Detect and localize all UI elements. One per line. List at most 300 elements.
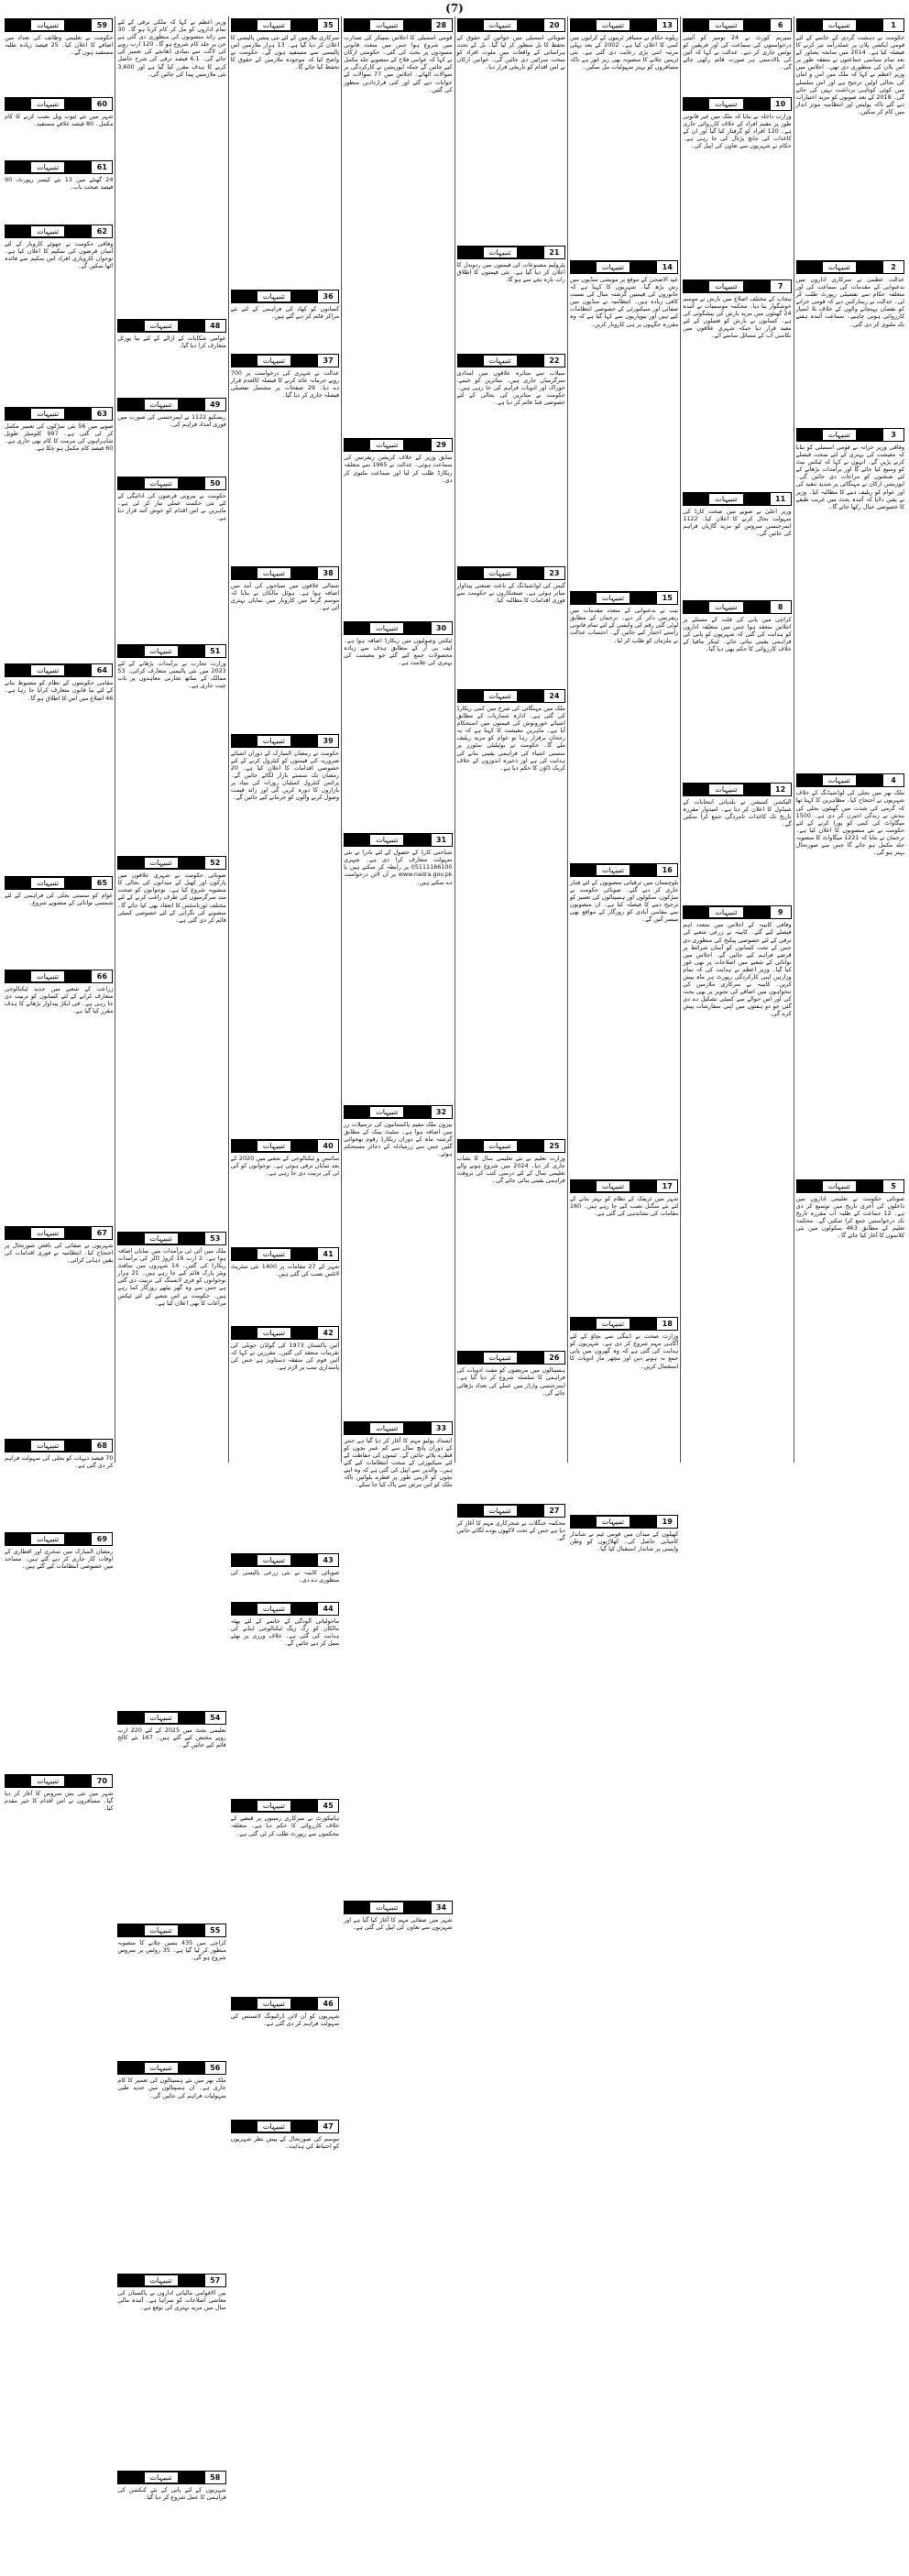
notice-item <box>344 16 452 434</box>
notice-text: وفاقی وزیر خزانہ نے قومی اسمبلی کو بتایا کہ معیشت کی بہتری کے لئے سخت فیصلے کرنے پڑیں گے۔ انہوں نے کہا کہ ٹیکس نیٹ کو وسیع کیا جائے گا اور برآمدات بڑھانے کے لئے صنعتوں کو مراعات دی جائیں گی۔ اپوزیشن ارکان نے مہنگائی پر شدید تنقید کی اور عوام کو ریلیف دینے کا مطالبہ کیا۔ وزیر نے یقین دلایا کہ آئندہ بجٹ میں غریب طبقے کا خصوصی خیال رکھا جائے گا۔ <box>795 444 904 510</box>
notice-header-bar <box>457 18 543 32</box>
notice-header <box>570 1515 678 1529</box>
notice-header <box>5 876 113 890</box>
notice-item <box>570 1513 678 1634</box>
notice-header-bar <box>344 438 430 452</box>
notice-header-bar <box>344 1421 430 1435</box>
notice-header-bar <box>457 689 543 703</box>
notice-text: ماحولیاتی آلودگی کے خاتمے کے لئے بھٹہ مالکان کو زگ زیگ ٹیکنالوجی اپنانے کی ہدایت کی گئی ہے۔ خلاف ورزی پر بھٹے سیل کر دیے جائیں گے۔ <box>230 1617 340 1648</box>
notice-text: پٹرولیم مصنوعات کی قیمتوں میں ردوبدل کا اعلان کر دیا گیا ہے۔ نئی قیمتوں کا اطلاق رات بارہ بجے سے ہو گا۔ <box>456 260 565 283</box>
notice-header-label: تنبیہات <box>484 247 517 258</box>
notice-header-label: تنبیہات <box>145 1713 178 1723</box>
notice-number: 21 <box>543 246 565 259</box>
notice-item <box>570 1315 678 1510</box>
notice-item <box>457 565 565 685</box>
notice-header-bar <box>117 856 203 870</box>
notice-number: 38 <box>317 566 339 580</box>
notice-header-label: تنبیہات <box>31 20 64 30</box>
notice-header-label: تنبیہات <box>257 291 290 301</box>
notice-header <box>344 1901 452 1914</box>
notice-header-label: تنبیہات <box>484 1141 517 1151</box>
notice-text: بین الاقوامی مالیاتی اداروں نے پاکستان کی معاشی اصلاحات کو سراہا ہے۔ آئندہ مالی سال میں مزید بہتری کی توقع ہے۔ <box>117 2288 226 2312</box>
notice-header <box>117 1924 225 1937</box>
notice-header-bar <box>570 18 656 32</box>
notice-header-bar <box>796 1179 882 1193</box>
notice-header <box>796 1179 904 1193</box>
notice-item <box>344 1103 452 1418</box>
notice-text: صوبے میں 56 نئی سڑکوں کی تعمیر مکمل کر لی گئی ہے۔ 997 کلومیٹر طویل شاہراہوں کی مرمت کا کام بھی جاری ہے۔ 60 فیصد کام مکمل ہو چکا ہے۔ <box>5 422 114 453</box>
notice-header <box>344 1105 452 1119</box>
notice-text: شہریوں کے لئے پانی کے نئے کنکشن کی فراہمی کا عمل شروع کر دیا گیا۔ <box>117 2486 226 2502</box>
notice-header-label: تنبیہات <box>257 20 290 30</box>
notice-number: 36 <box>317 290 339 303</box>
notice-item <box>683 278 791 488</box>
notice-number: 56 <box>204 2061 226 2075</box>
column-7 <box>115 16 227 2502</box>
notice-text: انسداد پولیو مہم کا آغاز کر دیا گیا ہے جس کے دوران پانچ سال سے کم عمر بچوں کو قطرے پلائے جائیں گے۔ ٹیموں کی حفاظت کے لئے سیکیورٹی کے سخت انتظامات کیے گئے ہیں۔ والدین سے اپیل کی گئی ہے کہ وہ اپنے بچوں کو لازمی طور پر قطرے پلوائیں تاکہ ملک کو اس مرض سے پاک کیا جا سکے۔ <box>344 1436 453 1489</box>
notice-text: کھیلوں کے میدان میں قومی ٹیم نے شاندار کامیابی حاصل کی۔ کھلاڑیوں کو وطن واپسی پر شاندار استقبال کیا گیا۔ <box>569 1529 679 1552</box>
notice-header <box>117 856 225 870</box>
notice-item <box>117 475 225 641</box>
notice-text: سابق وزیر کے خلاف کرپشن ریفرنس کی سماعت ہوئی۔ عدالت نے 1965 سے متعلقہ ریکارڈ طلب کر لیا اور سماعت ملتوی کر دی۔ <box>344 454 453 484</box>
notice-item <box>117 1230 225 1707</box>
notice-header <box>5 97 113 111</box>
notice-header-label: تنبیہات <box>709 907 742 917</box>
notice-number: 43 <box>317 1553 339 1567</box>
notice-header-label: تنبیہات <box>257 1141 290 1151</box>
notice-text: کراچی میں پانی کی قلت کے مسئلے پر اجلاس منعقد ہوا جس میں متعلقہ اداروں کو ہدایت کی گئی کہ شہریوں کو پانی کی فراہمی یقینی بنائی جائے۔ ٹینکر مافیا کے خلاف کارروائی کا حکم بھی دیا گیا۔ <box>683 615 792 653</box>
notice-header <box>796 18 904 32</box>
notice-text: 24 گھنٹے میں 13 نئے کیسز رپورٹ، 90 فیصد صحت یاب۔ <box>5 176 114 192</box>
notice-number: 42 <box>317 1326 339 1340</box>
notice-header-label: تنبیہات <box>145 2472 178 2483</box>
notice-item <box>683 16 791 93</box>
notice-header-label: تنبیہات <box>145 1925 178 1935</box>
notice-item <box>231 565 339 730</box>
notice-header-label: تنبیہات <box>823 775 856 785</box>
notice-header-label: تنبیہات <box>823 262 856 272</box>
notice-item <box>457 1502 565 1608</box>
notice-header-label: تنبیہات <box>597 20 630 30</box>
notice-header-bar <box>231 566 317 580</box>
notice-text: صوبائی حکومت نے تعلیمی اداروں میں داخلوں کی آخری تاریخ میں توسیع کر دی ہے۔ 12 جماعت کے طلبہ اب مقررہ تاریخ تک درخواستیں جمع کرا سکیں گے۔ محکمہ تعلیم کے مطابق 463 سکولوں میں نئی کلاسوں کا آغاز کیا جائے گا۔ <box>795 1194 904 1240</box>
notice-header-label: تنبیہات <box>31 1534 64 1544</box>
notice-text: وزارت داخلہ نے بتایا کہ ملک میں غیر قانونی طور پر مقیم افراد کے خلاف کارروائی جاری ہے۔ 120 افراد کو گرفتار کیا گیا اور ان کے کاغذات کی جانچ پڑتال کی جا رہی ہے۔ حکام نے شہریوں سے تعاون کی اپیل کی۔ <box>683 112 792 150</box>
notice-header-label: تنبیہات <box>823 20 856 30</box>
notice-item <box>231 1797 339 1992</box>
notice-number: 30 <box>431 621 453 635</box>
notice-item <box>5 874 113 966</box>
notice-header-label: تنبیہات <box>145 478 178 488</box>
notice-text: وزیر اعلیٰ نے صوبے میں صحت کارڈ کی سہولت بحال کرنے کا اعلان کیا۔ 1122 ایمرجنسی سروس کو مزید گاڑیاں فراہم کی جائیں گی۔ <box>683 507 792 537</box>
notice-header-bar <box>231 1553 317 1567</box>
notice-header-bar <box>570 260 656 274</box>
notice-item <box>117 2059 225 2270</box>
notice-item <box>5 223 113 403</box>
notice-header <box>231 1553 339 1567</box>
notice-header-bar <box>117 644 203 658</box>
notice-item <box>683 490 791 597</box>
notice-header-label: تنبیہات <box>370 440 403 450</box>
notice-header <box>683 905 791 919</box>
notice-number: 37 <box>317 354 339 367</box>
notice-header <box>117 2061 225 2075</box>
notice-header-bar <box>231 1799 317 1813</box>
notice-item <box>683 781 791 902</box>
notice-header-label: تنبیہات <box>31 878 64 888</box>
notice-number: 44 <box>317 1602 339 1616</box>
notice-header <box>683 600 791 614</box>
notice-header-label: تنبیہات <box>370 1423 403 1433</box>
notice-item <box>117 2272 225 2467</box>
notice-item <box>796 16 904 257</box>
notice-header <box>231 1247 339 1261</box>
notice-item <box>344 436 452 617</box>
notice-number: 25 <box>543 1139 565 1153</box>
notice-text: سپریم کورٹ نے 24 نومبر کو آئینی درخواستوں کی سماعت کی اور فریقین کو نوٹس جاری کر دیے۔ عدالت نے کہا کہ آئین کی بالادستی ہر صورت قائم رکھی جائے گی۔ <box>683 34 792 71</box>
notice-header <box>5 970 113 983</box>
classified-columns <box>3 16 906 2502</box>
notice-header-bar <box>5 876 91 890</box>
notice-header-bar <box>344 1105 430 1119</box>
notice-item <box>796 772 904 1175</box>
notice-header-label: تنبیہات <box>145 2275 178 2286</box>
notice-header-label: تنبیہات <box>145 1233 178 1244</box>
notice-header-label: تنبیہات <box>484 691 517 701</box>
notice-number: 49 <box>204 398 226 411</box>
notice-header <box>5 1439 113 1452</box>
notice-text: شہر میں ٹریفک کے نظام کو بہتر بنانے کے لئے نئے سگنل نصب کیے جا رہے ہیں۔ 160 مقامات کی نشاندہی کی گئی ہے۔ <box>569 1194 679 1217</box>
notice-number: 57 <box>204 2274 226 2287</box>
notice-header <box>231 734 339 748</box>
notice-number: 20 <box>543 18 565 32</box>
notice-text: ملک میں آئی ٹی برآمدات میں نمایاں اضافہ ہوا ہے۔ 2 ارب 16 کروڑ ڈالر کی برآمدات ریکارڈ کی گئیں۔ 14 شہروں میں سافٹ ویئر پارک قائم کیے جا رہے ہیں۔ 21 ہزار نوجوانوں کو فری لانسنگ کی تربیت دی گئی ہے جس سے وہ گھر بیٹھے روزگار کما رہے ہیں۔ حکومت نے اس شعبے کے لئے ٹیکس مراعات کا بھی اعلان کیا ہے۔ <box>117 1246 226 1307</box>
notice-header-bar <box>796 773 882 787</box>
notice-header-bar <box>457 246 543 259</box>
notice-header-label: تنبیہات <box>31 665 64 675</box>
notice-text: وزارت صحت نے ڈینگی سے بچاؤ کے لئے آگاہی مہم شروع کر دی ہے۔ شہریوں کو ہدایت کی گئی ہے کہ وہ گھروں میں پانی جمع نہ ہونے دیں اور مچھر مار ادویات کا استعمال کریں۔ <box>569 1332 679 1370</box>
notice-item <box>117 396 225 473</box>
notice-header <box>5 663 113 677</box>
notice-number: 22 <box>543 354 565 367</box>
notice-item <box>457 1137 565 1348</box>
notice-item <box>231 1551 339 1598</box>
notice-header-label: تنبیہات <box>709 99 742 109</box>
notice-item <box>117 16 225 315</box>
notice-item <box>457 1349 565 1500</box>
notice-header <box>117 1711 225 1725</box>
notice-header-label: تنبیہات <box>257 1999 290 2009</box>
notice-header <box>231 1139 339 1153</box>
notice-header <box>683 18 791 32</box>
notice-header <box>231 1602 339 1616</box>
notice-item <box>570 1178 678 1314</box>
notice-header <box>117 319 225 333</box>
notice-item <box>231 1600 339 1795</box>
notice-number: 62 <box>91 225 113 238</box>
notice-header-bar <box>117 1232 203 1245</box>
notice-number: 29 <box>431 438 453 452</box>
notice-item <box>796 1178 904 1358</box>
notice-header <box>5 1226 113 1240</box>
notice-text: محکمہ جنگلات نے شجرکاری مہم کا آغاز کر دیا ہے جس کے تحت لاکھوں پودے لگائے جائیں گے۔ <box>456 1519 565 1542</box>
notice-header <box>344 833 452 847</box>
notice-text: ٹیکس وصولیوں میں ریکارڈ اضافہ ہوا ہے۔ ایف بی آر کے مطابق ہدف سے زیادہ محصولات جمع کیے گئے جو معیشت کی بہتری کی علامت ہے۔ <box>344 636 453 666</box>
notice-header-bar <box>5 160 91 174</box>
notice-header <box>344 621 452 635</box>
notice-item <box>683 95 791 276</box>
notice-header-bar <box>457 1504 543 1518</box>
notice-header <box>231 18 339 32</box>
notice-item <box>231 2118 339 2165</box>
notice-text: ملک بھر میں بجلی کی لوڈشیڈنگ کے خلاف شہریوں نے احتجاج کیا۔ مظاہرین کا کہنا تھا کہ گرمی کی شدت میں گھنٹوں بجلی کی بندش نے زندگی اجیرن کر دی ہے۔ 1500 میگاواٹ کی کمی کو پورا کرنے کے لئے حکومت نے نئے منصوبوں کا اعلان کیا ہے۔ ترجمان نے بتایا کہ 1221 میگاواٹ کا منصوبہ جلد مکمل ہو جائے گا جس سے صورتحال بہتر ہو گی۔ <box>795 789 904 857</box>
notice-header <box>570 863 678 877</box>
notice-header-bar <box>5 970 91 983</box>
notice-header-bar <box>344 1901 430 1914</box>
notice-number: 45 <box>317 1799 339 1813</box>
notice-item <box>5 159 113 221</box>
notice-header <box>457 1139 565 1153</box>
notice-number: 65 <box>91 876 113 890</box>
notice-text: زراعت کے شعبے میں جدید ٹیکنالوجی متعارف کرانے کے لئے کسانوں کو تربیت دی جا رہی ہے۔ فی ایکڑ پیداوار بڑھانے کا ہدف مقرر کیا گیا ہے۔ <box>5 984 114 1015</box>
notice-header-label: تنبیہات <box>484 356 517 366</box>
column-6 <box>228 16 341 2151</box>
notice-text: آئین پاکستان 1973 کی گولڈن جوبلی کی تقریبات منعقد کی گئیں۔ مقررین نے کہا کہ آئین قوم کی متفقہ دستاویز ہے جس کی پاسداری سب پر لازم ہے۔ <box>230 1341 340 1372</box>
notice-header-bar <box>457 1351 543 1365</box>
notice-header-bar <box>231 2120 317 2133</box>
notice-text: الیکشن کمیشن نے بلدیاتی انتخابات کے شیڈول کا اعلان کر دیا ہے۔ امیدوار مقررہ تاریخ تک کاغذات نامزدگی جمع کرا سکیں گے۔ <box>683 797 792 828</box>
notice-number: 16 <box>656 863 678 877</box>
notice-text: وزارت تجارت نے برآمدات بڑھانے کے لئے 2023 میں نئی پالیسی متعارف کرائی۔ 53 ممالک کے ساتھ تجارتی معاہدوں پر بات چیت جاری ہے۔ <box>117 659 226 689</box>
notice-item <box>796 426 904 770</box>
notice-text: 70 فیصد دیہات کو بجلی کی سہولت فراہم کر دی گئی ہے۔ <box>5 1453 114 1469</box>
notice-text: کسانوں کو کھاد کی فراہمی کے لئے نئے مراکز قائم کر دیے گئے ہیں۔ <box>230 305 340 321</box>
notice-text: عید الاضحیٰ کے موقع پر مویشی منڈیوں میں رش بڑھ گیا۔ شہریوں کا کہنا ہے کہ جانوروں کی قیمتیں گزشتہ سال کی نسبت کافی زیادہ ہیں۔ انتظامیہ نے منڈیوں میں صفائی اور سیکیورٹی کے خصوصی انتظامات کیے ہیں اور بیوپاریوں سے کہا گیا ہے کہ وہ مقررہ جگہوں پر ہی کاروبار کریں۔ <box>569 276 679 328</box>
notice-text: مقامی حکومتوں کے نظام کو مضبوط بنانے کے لئے نیا قانون متعارف کرایا جا رہا ہے۔ 46 اضلاع میں اس کا اطلاق ہو گا۔ <box>5 679 114 702</box>
notice-item <box>344 1899 452 1976</box>
notice-text: حکومت نے دہشت گردی کے خاتمے کے لئے قومی ایکشن پلان پر عملدرآمد تیز کرنے کا فیصلہ کیا ہے۔ 2014 میں سانحہ پشاور کے بعد تمام سیاسی جماعتوں نے متفقہ طور پر اس پلان کی منظوری دی تھی۔ اجلاس میں وزیر اعظم نے کہا کہ ملک میں امن و امان کی بحالی اولین ترجیح ہے اور اس سلسلے میں کوئی کوتاہی برداشت نہیں کی جائے گی۔ 2018 کے بعد صوبوں کو مزید اختیارات دیے گئے تاکہ پولیس اور انتظامیہ موثر انداز میں کام کر سکیں۔ <box>795 34 904 115</box>
notice-header <box>5 160 113 174</box>
notice-header <box>683 280 791 293</box>
notice-item <box>5 405 113 660</box>
notice-number: 4 <box>882 773 904 787</box>
column-1 <box>794 16 906 1463</box>
notice-header-label: تنبیہات <box>257 1328 290 1338</box>
notice-text: ہسپتالوں میں مریضوں کو مفت ادویات کی فراہمی کا سلسلہ شروع کر دیا گیا ہے۔ ایمرجنسی وارڈز میں عملے کی تعداد بڑھائی جائے گی۔ <box>456 1366 565 1397</box>
column-3 <box>567 16 680 1552</box>
notice-header-label: تنبیہات <box>597 1319 630 1329</box>
notice-text: حکومت نے رمضان المبارک کے دوران اشیائے ضروریہ کی قیمتوں کو کنٹرول کرنے کے لئے خصوصی اقدامات کا اعلان کیا ہے۔ 20 رمضان تک سستے بازار لگائے جائیں گے۔ پرائس کنٹرول کمیٹیاں روزانہ کی بنیاد پر بازاروں کا دورہ کریں گی اور زائد قیمت وصول کرنے والوں کو جرمانے کیے جائیں گے۔ <box>230 749 340 802</box>
notice-header <box>117 477 225 490</box>
notice-header-bar <box>570 591 656 605</box>
notice-header-bar <box>117 477 203 490</box>
notice-header <box>570 1317 678 1331</box>
notice-item <box>117 854 225 1228</box>
notice-number: 1 <box>882 18 904 32</box>
notice-item <box>5 1224 113 1435</box>
notice-header-label: تنبیہات <box>145 646 178 656</box>
notice-header <box>231 566 339 580</box>
notice-number: 51 <box>204 644 226 658</box>
notice-header <box>117 2471 225 2484</box>
notice-item <box>5 1437 113 1529</box>
notice-header-bar <box>5 1226 91 1240</box>
notice-number: 26 <box>543 1351 565 1365</box>
column-5 <box>341 16 454 1931</box>
notice-header-label: تنبیہات <box>257 2121 290 2132</box>
notice-header-bar <box>683 783 769 796</box>
notice-text: صوبائی حکومت نے شہری علاقوں میں پارکوں اور کھیل کے میدانوں کی بحالی کا منصوبہ شروع کیا ہے۔ نوجوانوں کو صحت مند سرگرمیوں کی طرف راغب کرنے کے لئے مختلف ٹورنامنٹس کا انعقاد بھی کیا جائے گا۔ منصوبے کی نگرانی کے لئے خصوصی کمیٹی قائم کر دی گئی ہے۔ <box>117 871 226 924</box>
notice-header-label: تنبیہات <box>145 321 178 331</box>
notice-item <box>570 861 678 1176</box>
notice-header-bar <box>231 1997 317 2011</box>
notice-number: 28 <box>431 18 453 32</box>
notice-item <box>570 16 678 257</box>
notice-number: 32 <box>431 1105 453 1119</box>
notice-header-label: تنبیہات <box>257 736 290 746</box>
notice-item <box>344 1420 452 1897</box>
notice-header-label: تنبیہات <box>709 494 742 504</box>
notice-number: 70 <box>91 1774 113 1788</box>
notice-header-bar <box>5 407 91 421</box>
notice-header-bar <box>5 225 91 238</box>
notice-header <box>5 1532 113 1546</box>
notice-number: 46 <box>317 1997 339 2011</box>
notice-header <box>5 225 113 238</box>
notice-item <box>231 732 339 1135</box>
notice-text: پنجاب کے مختلف اضلاع میں بارش نے موسم خوشگوار بنا دیا۔ محکمہ موسمیات نے آئندہ 24 گھنٹوں میں مزید بارش کی پیشگوئی کی ہے۔ کسانوں نے بارش کو فصلوں کے لئے مفید قرار دیا جبکہ شہری علاقوں میں نکاسی آب کے مسائل سامنے آئے۔ <box>683 294 792 340</box>
notice-header <box>5 18 113 32</box>
notice-text: شہر میں نئے ٹیوب ویل نصب کرنے کا کام مکمل۔ 80 فیصد علاقے مستفید۔ <box>5 112 114 127</box>
notice-number: 47 <box>317 2120 339 2133</box>
notice-number: 2 <box>882 260 904 274</box>
notice-item <box>5 95 113 158</box>
notice-header <box>231 1799 339 1813</box>
notice-header <box>231 1997 339 2011</box>
column-2 <box>680 16 793 1463</box>
notice-header-label: تنبیہات <box>31 99 64 109</box>
notice-item <box>231 1324 339 1550</box>
notice-number: 8 <box>770 600 792 614</box>
notice-text: قومی اسمبلی کا اجلاس سپیکر کی صدارت میں شروع ہوا جس میں متعدد قانونی مسودوں پر بحث کی گئی۔ حکومتی ارکان نے کہا کہ عوامی فلاح کے منصوبے جلد مکمل کیے جائیں گے جبکہ اپوزیشن نے کارکردگی پر سوالات اٹھائے۔ اجلاس میں 77 سوالات کے جوابات دیے گئے اور کئی قراردادیں منظور کی گئیں۔ <box>344 34 453 93</box>
notice-number: 12 <box>770 783 792 796</box>
notice-item <box>117 1709 225 1920</box>
notice-number: 58 <box>204 2471 226 2484</box>
notice-number: 15 <box>656 591 678 605</box>
notice-number: 24 <box>543 689 565 703</box>
notice-header <box>457 1504 565 1518</box>
notice-header-bar <box>5 1439 91 1452</box>
notice-number: 68 <box>91 1439 113 1452</box>
notice-number: 61 <box>91 160 113 174</box>
notice-header-bar <box>796 260 882 274</box>
notice-item <box>796 258 904 424</box>
notice-header-label: تنبیہات <box>709 784 742 795</box>
notice-number: 11 <box>770 492 792 506</box>
notice-header-label: تنبیہات <box>257 1604 290 1614</box>
notice-number: 35 <box>317 18 339 32</box>
notice-number: 9 <box>770 905 792 919</box>
notice-text: بیرون ملک مقیم پاکستانیوں کی ترسیلات زر میں اضافہ ہوا ہے۔ سٹیٹ بینک کے مطابق گزشتہ ماہ کے دوران ریکارڈ رقوم بھجوائی گئیں جس سے زرمبادلہ کے ذخائر مستحکم ہوئے۔ <box>344 1120 453 1157</box>
notice-number: 34 <box>431 1901 453 1914</box>
notice-header-label: تنبیہات <box>31 971 64 981</box>
notice-text: وزیر اعظم نے کہا کہ ملکی ترقی کے لئے تمام اداروں کو مل کر کام کرنا ہو گا۔ 30 سے زائد منصوبوں کی منظوری دی گئی ہے جن پر جلد کام شروع ہو گا۔ 120 ارب روپے کی لاگت سے بنیادی ڈھانچے کی تعمیر کی جائے گی۔ 6.1 فیصد ترقی کی شرح حاصل کرنے کا ہدف مقرر کیا گیا ہے اور 3,600 نئی ملازمتیں پیدا کی جائیں گی۔ <box>117 18 226 78</box>
notice-header <box>117 1232 225 1245</box>
notice-header-bar <box>796 428 882 442</box>
notice-header-bar <box>5 1532 91 1546</box>
notice-header <box>796 773 904 787</box>
notice-text: ملک میں مہنگائی کی شرح میں کمی ریکارڈ کی گئی ہے۔ ادارہ شماریات کے مطابق اشیائے خورونوش کی قیمتوں میں استحکام آیا ہے۔ ماہرین معیشت کا کہنا ہے کہ یہ رجحان برقرار رہا تو عوام کو مزید ریلیف ملے گا۔ حکومت نے یوٹیلیٹی سٹورز پر سستی اشیاء کی فراہمی یقینی بنانے کی ہدایت کی ہے اور ذخیرہ اندوزوں کے خلاف کریک ڈاؤن کا حکم دیا ہے۔ <box>456 704 565 772</box>
notice-item <box>457 16 565 242</box>
notice-header-bar <box>5 18 91 32</box>
page-number: (7) <box>445 2 464 15</box>
notice-item <box>117 642 225 853</box>
notice-number: 14 <box>656 260 678 274</box>
notice-text: کراچی میں 435 بسیں چلانے کا منصوبہ منظور کر لیا گیا ہے۔ 35 روٹس پر سروس شروع ہو گی۔ <box>117 1938 226 1961</box>
notice-header-bar <box>570 863 656 877</box>
notice-header <box>344 1421 452 1435</box>
notice-header-label: تنبیہات <box>145 2063 178 2073</box>
notice-text: تعلیمی بجٹ میں 2025 کے لئے 220 ارب روپے مختص کیے گئے ہیں۔ 167 نئے کالج قائم کیے جائیں گے۔ <box>117 1726 226 1749</box>
notice-header <box>570 591 678 605</box>
notice-header-bar <box>683 492 769 506</box>
notice-text: عوام کو سستی بجلی کی فراہمی کے لئے شمسی توانائی کے منصوبے شروع۔ <box>5 891 114 907</box>
notice-item <box>5 16 113 93</box>
notice-item <box>231 288 339 350</box>
notice-header <box>117 398 225 411</box>
notice-text: عدالت نے شہری کی درخواست پر 700 روپے جرمانہ عائد کرنے کا فیصلہ کالعدم قرار دے دیا۔ 29 صفحات پر مشتمل تفصیلی فیصلہ جاری کر دیا گیا۔ <box>230 368 340 400</box>
notice-item <box>570 589 678 859</box>
notice-header-bar <box>570 1179 656 1193</box>
notice-text: سائنس و ٹیکنالوجی کے شعبے میں 2020 کے بعد نمایاں ترقی ہوئی ہے۔ نوجوانوں کو آئی ٹی کی تربیت دی جا رہی ہے۔ <box>230 1154 340 1177</box>
notice-header <box>117 644 225 658</box>
notice-header <box>117 2274 225 2287</box>
notice-item <box>683 904 791 1441</box>
notice-header <box>570 1179 678 1193</box>
notice-header-label: تنبیہات <box>31 162 64 172</box>
notice-header-bar <box>231 734 317 748</box>
notice-header-bar <box>231 354 317 367</box>
notice-item <box>570 258 678 587</box>
notice-number: 5 <box>882 1179 904 1193</box>
notice-item <box>5 662 113 872</box>
notice-header-label: تنبیہات <box>31 226 64 236</box>
notice-item <box>344 831 452 1101</box>
notice-item <box>5 1772 113 1879</box>
notice-number: 59 <box>91 18 113 32</box>
notice-item <box>231 352 339 563</box>
notice-text: صوبائی اسمبلی میں خواتین کے حقوق کے تحفظ کا بل منظور کر لیا گیا۔ بل کے تحت ہراسانی کے واقعات میں ملوث افراد کو سخت سزائیں دی جائیں گی۔ خواتین ارکان نے اس اقدام کو تاریخی قرار دیا۔ <box>456 34 565 71</box>
notice-header-bar <box>231 18 317 32</box>
notice-number: 41 <box>317 1247 339 1261</box>
notice-header <box>457 354 565 367</box>
notice-number: 19 <box>656 1515 678 1529</box>
notice-header <box>344 18 452 32</box>
notice-header <box>570 18 678 32</box>
notice-text: نیب نے بدعنوانی کے متعدد مقدمات میں ریفرنس دائر کر دیے۔ ترجمان کے مطابق لوٹی گئی رقم کی واپسی کے لئے تمام قانونی راستے اختیار کیے جائیں گے۔ احتساب عدالت نے ملزمان کو طلب کر لیا۔ <box>569 607 679 644</box>
notice-number: 66 <box>91 970 113 983</box>
notice-item <box>231 1137 339 1244</box>
notice-header <box>796 428 904 442</box>
notice-header-label: تنبیہات <box>257 1555 290 1565</box>
notice-header-bar <box>683 280 769 293</box>
notice-header <box>570 260 678 274</box>
notice-header-label: تنبیہات <box>484 20 517 30</box>
notice-item <box>683 598 791 779</box>
notice-text: شہریوں نے صفائی کی ناقص صورتحال پر احتجاج کیا۔ انتظامیہ نے فوری اقدامات کی یقین دہانی کرائی۔ <box>5 1242 114 1265</box>
notice-header-label: تنبیہات <box>484 1506 517 1516</box>
column-8 <box>3 16 115 1812</box>
